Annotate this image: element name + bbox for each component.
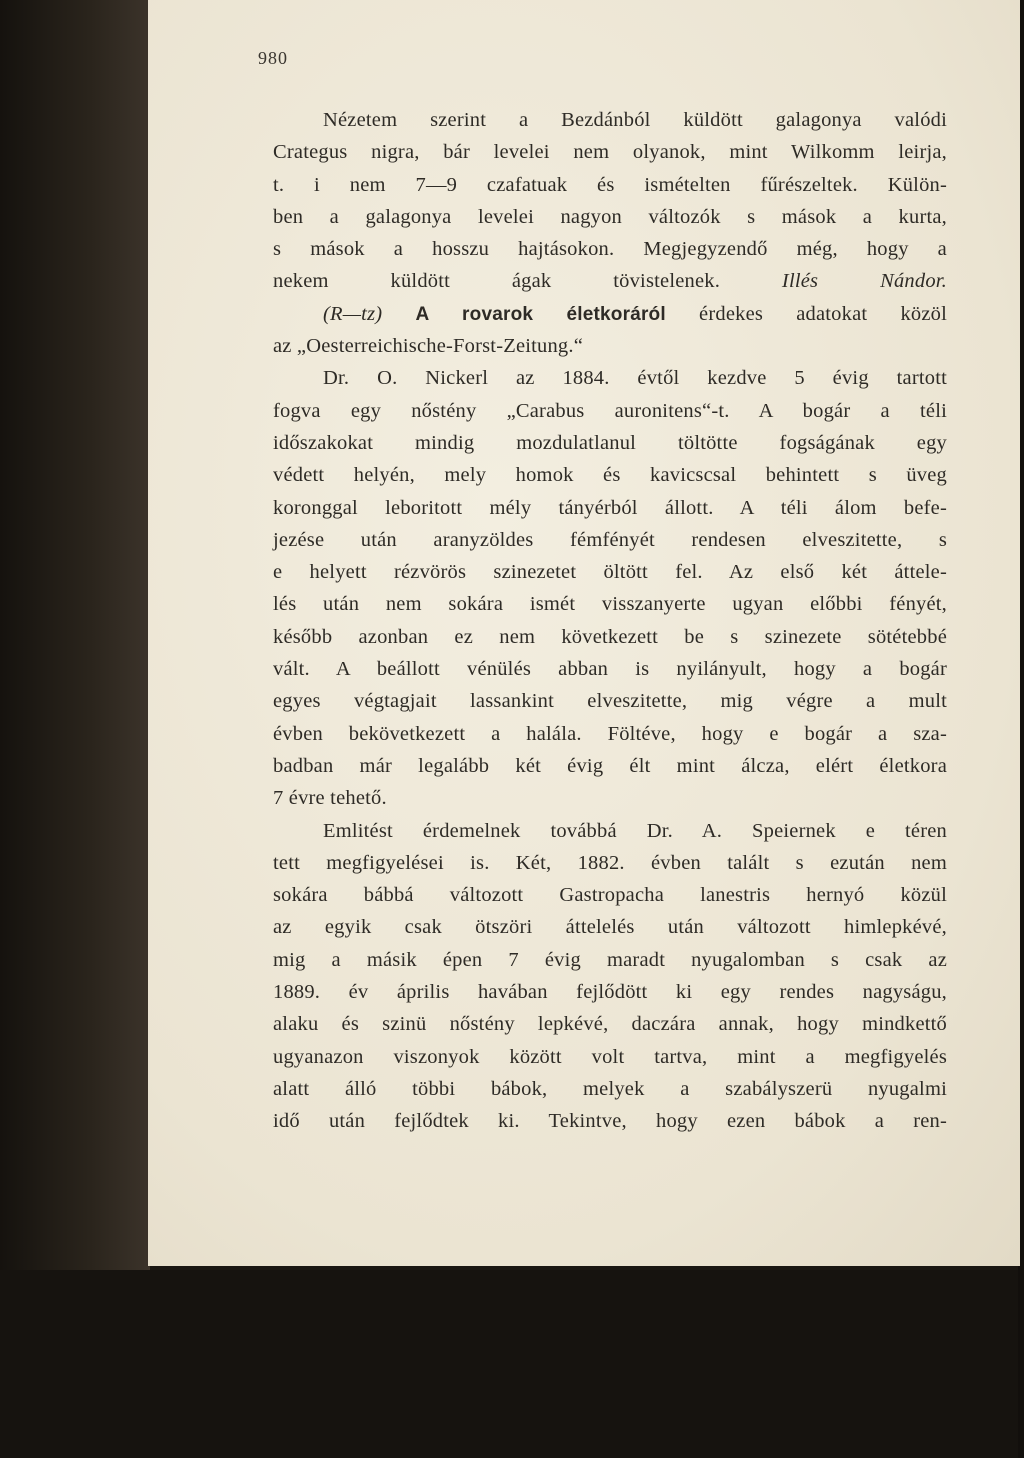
page-number: 980 [258,48,288,68]
text-line: koronggal leboritott mély tányérból állott. A téli álom befe- [273,496,947,519]
text-line: fogva egy nőstény „Carabus auronitens“-t. A bogár a téli [273,399,947,422]
text-line: 7 évre tehető. [273,787,387,810]
text-line: Nézetem szerint a Bezdánból küldött galagonya valódi [323,109,947,131]
text-line: ben a galagonya levelei nagyon változók s mások a kurta, [273,205,947,228]
author-signature: Illés Nándor. [781,270,947,293]
scan-bottom-shadow [0,1270,1024,1458]
text-line: egyes végtagjait lassankint elveszitette, mig végre a mult [273,690,947,713]
text-line: alaku és szinü nőstény lepkévé, daczára annak, hogy mindkettő [273,1013,947,1036]
text-line: Emlitést érdemelnek továbbá Dr. A. Speiernek e téren [323,819,947,842]
text-line: 1889. év április havában fejlődött ki egy rendes nagyságu, [273,981,947,1004]
text-line: jezése után aranyzöldes fémfényét rendesen elveszitette, s [273,528,947,551]
text-line: nekem küldött ágak tövistelenek. Illés Nándor. [273,270,947,293]
text-line: Crategus nigra, bár levelei nem olyanok, mint Wilkomm leirja, [273,141,947,164]
text-line: sokára bábbá változott Gastropacha lanestris hernyó közül [273,884,947,907]
text-line: s mások a hosszu hajtásokon. Megjegyzendő még, hogy a [273,238,947,261]
text-line: ugyanazon viszonyok között volt tartva, mint a megfigyelés [273,1045,947,1068]
text-line: Dr. O. Nickerl az 1884. évtől kezdve 5 évig tartott [323,367,947,390]
text-line: idő után fejlődtek ki. Tekintve, hogy ezen bábok a ren- [273,1110,947,1133]
text-line: badban már legalább két évig élt mint álcza, elért életkora [273,754,947,777]
scan-left-shadow [0,0,150,1458]
text-line: évben bekövetkezett a halála. Föltéve, hogy e bogár a sza- [273,722,947,745]
author-initials: (R—tz) [323,302,383,325]
text-line: lés után nem sokára ismét visszanyerte ugyan előbbi fényét, [273,593,947,616]
text-line: az egyik csak ötszöri áttelelés után változott himlepkévé, [273,916,947,939]
article-heading: A rovarok életkoráról [415,303,666,325]
text-line: alatt álló többi bábok, melyek a szabályszerü nyugalmi [273,1077,947,1100]
text-line: tett megfigyelései is. Két, 1882. évben talált s ezután nem [273,851,947,874]
text-line: védett helyén, mely homok és kavicscsal behintett s üveg [273,464,947,487]
text-line: (R—tz) A rovarok életkoráról érdekes adatokat közöl [323,302,948,325]
text-line: t. i nem 7—9 czafatuak és ismételten fűrészeltek. Külön- [273,173,947,196]
body-text [273,104,947,1138]
text-line: vált. A beállott vénülés abban is nyilányult, hogy a bogár [273,658,947,681]
text-line: e helyett rézvörös szinezetet öltött fel. Az első két áttele- [273,561,947,584]
text-line: mig a másik épen 7 évig maradt nyugalomban s csak az [273,948,947,971]
text-line: később azonban ez nem következett be s szinezete sötétebbé [273,625,947,648]
text-line: időszakokat mindig mozdulatlanul töltötte fogságának egy [273,431,947,454]
text-line: az „Oesterreichische-Forst-Zeitung.“ [273,335,584,358]
